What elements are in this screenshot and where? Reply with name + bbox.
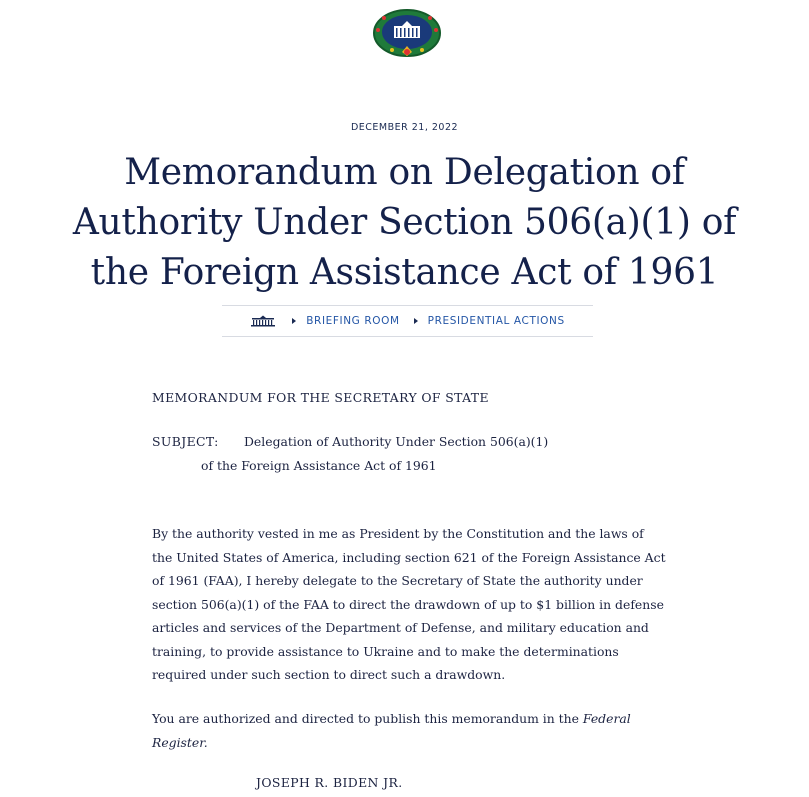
memo-paragraph-1: By the authority vested in me as President by the Constitution and the laws of the United States of America, including section 621 of the Foreign Assistance Act of 1961 (FAA), I hereby delegate to the Secretary of State the authority under section 506(a)(1) of the FAA to direct the drawdown of up to $1 billion in defense articles and services of the Department of Defense, and military education and training, to provide assistance to Ukraine and to make the determinations required under such section to direct such a drawdown.	[152, 526, 666, 682]
subject-label: SUBJECT:	[152, 434, 219, 449]
federal-register-reference: Federal Register.	[152, 711, 631, 750]
chevron-right-icon	[292, 318, 296, 324]
breadcrumb	[222, 305, 593, 337]
white-house-icon[interactable]	[250, 315, 276, 327]
white-house-seal-icon[interactable]	[372, 8, 442, 58]
publish-date: DECEMBER 21, 2022	[350, 122, 459, 133]
breadcrumb-presidential-actions[interactable]: PRESIDENTIAL ACTIONS	[427, 315, 565, 327]
memo-subject	[152, 430, 672, 477]
signature: JOSEPH R. BIDEN JR.	[256, 775, 403, 790]
subject-line-1: Delegation of Authority Under Section 506(a)(1)	[244, 434, 549, 449]
breadcrumb-briefing-room[interactable]: BRIEFING ROOM	[306, 315, 400, 327]
memo-addressee: MEMORANDUM FOR THE SECRETARY OF STATE	[152, 390, 489, 405]
memo-paragraph-2	[152, 707, 667, 754]
paragraph-2-text: You are authorized and directed to publish this memorandum in the	[152, 711, 583, 726]
subject-line-2: of the Foreign Assistance Act of 1961	[201, 457, 437, 473]
chevron-right-icon	[414, 318, 418, 324]
page-title: Memorandum on Delegation of Authority Under Section 506(a)(1) of the Foreign Assistance Act of 1961	[72, 152, 737, 293]
